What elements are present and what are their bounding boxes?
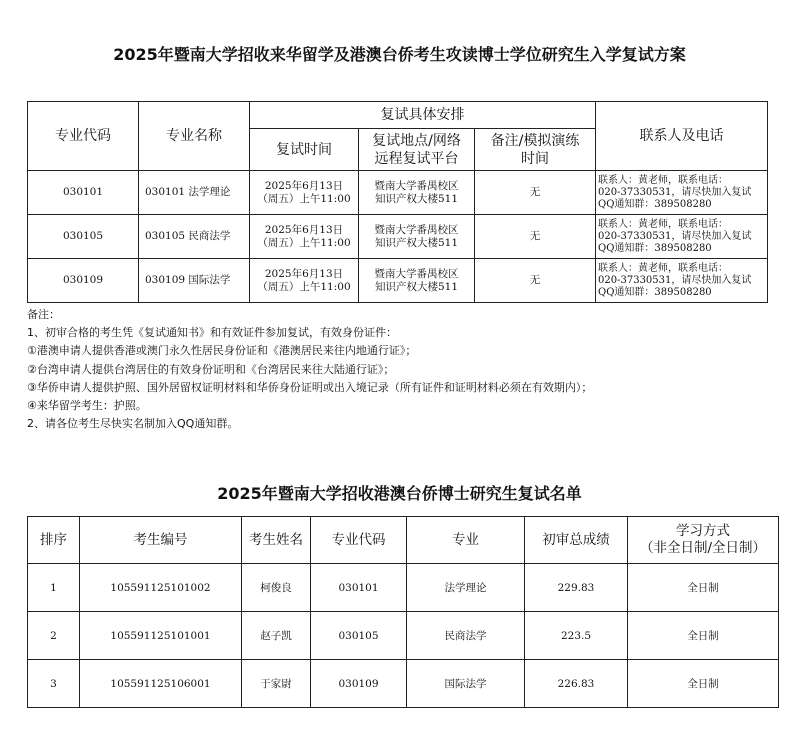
study-mode-cell: 全日制 <box>628 660 779 708</box>
time-date: 2025年6月13日 <box>264 179 344 192</box>
rank-cell: 2 <box>28 612 80 660</box>
major-code-cell: 030109 <box>28 259 139 303</box>
candidate-id-cell: 105591125106001 <box>80 660 242 708</box>
header-location <box>359 129 475 171</box>
header-candidate-id: 考生编号 <box>80 517 242 564</box>
interview-time-cell <box>250 259 359 303</box>
note-item: 1、初审合格的考生凭《复试通知书》和有效证件参加复试，有效身份证件： <box>27 326 397 340</box>
major-code-cell: 030105 <box>311 612 407 660</box>
header-arrangement: 复试具体安排 <box>250 102 596 129</box>
table-row <box>28 171 768 215</box>
contact-line3: QQ通知群：389508280 <box>598 198 712 210</box>
header-study-mode-line2: （非全日制/全日制） <box>639 540 767 556</box>
note-item: ③华侨申请人提供护照、国外居留权证明材料和华侨身份证明或出入境记录（所有证件和证明材料必须在有效期内）； <box>27 380 593 394</box>
location-room: 知识产权大楼511 <box>374 236 459 249</box>
rank-cell: 1 <box>28 564 80 612</box>
score-cell: 229.83 <box>525 564 628 612</box>
candidate-id-cell: 105591125101001 <box>80 612 242 660</box>
location-campus: 暨南大学番禺校区 <box>374 223 459 236</box>
major-cell: 法学理论 <box>407 564 525 612</box>
contact-cell <box>596 171 768 215</box>
contact-line3: QQ通知群：389508280 <box>598 242 712 254</box>
score-cell: 226.83 <box>525 660 628 708</box>
contact-line2: 020-37330531，请尽快加入复试 <box>598 274 752 286</box>
rank-cell: 3 <box>28 660 80 708</box>
location-room: 知识产权大楼511 <box>374 192 459 205</box>
header-remarks-line2: 时间 <box>521 150 549 167</box>
interview-time-cell <box>250 171 359 215</box>
header-major-name: 专业名称 <box>139 102 250 171</box>
location-campus: 暨南大学番禺校区 <box>374 179 459 192</box>
header-location-line1: 复试地点/网络 <box>372 132 461 149</box>
notes-section <box>27 306 787 433</box>
study-mode-cell: 全日制 <box>628 564 779 612</box>
roster-title: 2025年暨南大学招收港澳台侨博士研究生复试名单 <box>217 484 582 503</box>
time-hour: （周五）上午11:00 <box>257 192 351 205</box>
candidate-name-cell: 赵子凯 <box>242 612 311 660</box>
major-name-cell: 030109 国际法学 <box>139 259 250 303</box>
contact-cell <box>596 215 768 259</box>
header-major-code: 专业代码 <box>311 517 407 564</box>
location-cell <box>359 171 475 215</box>
contact-line2: 020-37330531，请尽快加入复试 <box>598 186 752 198</box>
remarks-cell: 无 <box>475 215 596 259</box>
contact-line1: 联系人：黄老师，联系电话： <box>598 174 729 186</box>
note-item: 2、请各位考生尽快实名制加入QQ通知群。 <box>27 417 239 431</box>
time-hour: （周五）上午11:00 <box>257 236 351 249</box>
header-score: 初审总成绩 <box>525 517 628 564</box>
major-code-cell: 030101 <box>28 171 139 215</box>
header-location-line2: 远程复试平台 <box>374 150 459 167</box>
note-item: ①港澳申请人提供香港或澳门永久性居民身份证和《港澳居民来往内地通行证》； <box>27 344 417 358</box>
contact-line1: 联系人：黄老师，联系电话： <box>598 262 729 274</box>
table-row <box>28 564 779 612</box>
remarks-cell: 无 <box>475 259 596 303</box>
location-campus: 暨南大学番禺校区 <box>374 267 459 280</box>
major-name-cell: 030101 法学理论 <box>139 171 250 215</box>
location-cell <box>359 215 475 259</box>
document-title: 2025年暨南大学招收来华留学及港澳台侨考生攻读博士学位研究生入学复试方案 <box>113 45 686 64</box>
major-cell: 国际法学 <box>407 660 525 708</box>
candidate-name-cell: 柯俊良 <box>242 564 311 612</box>
major-code-cell: 030101 <box>311 564 407 612</box>
header-major: 专业 <box>407 517 525 564</box>
table-row <box>28 660 779 708</box>
study-mode-cell: 全日制 <box>628 612 779 660</box>
major-code-cell: 030109 <box>311 660 407 708</box>
header-rank: 排序 <box>28 517 80 564</box>
remarks-cell: 无 <box>475 171 596 215</box>
major-code-cell: 030105 <box>28 215 139 259</box>
table-row <box>28 215 768 259</box>
notes-heading: 备注： <box>27 308 60 321</box>
header-contact: 联系人及电话 <box>596 102 768 171</box>
interview-time-cell <box>250 215 359 259</box>
header-major-code: 专业代码 <box>28 102 139 171</box>
contact-cell <box>596 259 768 303</box>
table-row <box>28 259 768 303</box>
contact-line1: 联系人：黄老师，联系电话： <box>598 218 729 230</box>
table-row <box>28 612 779 660</box>
header-interview-time: 复试时间 <box>250 129 359 171</box>
contact-line2: 020-37330531，请尽快加入复试 <box>598 230 752 242</box>
note-item: ②台湾申请人提供台湾居住的有效身份证明和《台湾居民来往大陆通行证》； <box>27 362 395 376</box>
header-remarks <box>475 129 596 171</box>
candidate-roster-table <box>27 516 779 708</box>
header-study-mode <box>628 517 779 564</box>
header-study-mode-line1: 学习方式 <box>676 523 730 539</box>
score-cell: 223.5 <box>525 612 628 660</box>
candidate-id-cell: 105591125101002 <box>80 564 242 612</box>
interview-plan-table <box>27 101 768 303</box>
time-hour: （周五）上午11:00 <box>257 280 351 293</box>
note-item: ④来华留学考生：护照。 <box>27 399 147 413</box>
major-cell: 民商法学 <box>407 612 525 660</box>
header-remarks-line1: 备注/模拟演练 <box>490 132 580 149</box>
contact-line3: QQ通知群：389508280 <box>598 286 712 298</box>
time-date: 2025年6月13日 <box>264 223 344 236</box>
time-date: 2025年6月13日 <box>264 267 344 280</box>
candidate-name-cell: 于家尉 <box>242 660 311 708</box>
location-room: 知识产权大楼511 <box>374 280 459 293</box>
header-candidate-name: 考生姓名 <box>242 517 311 564</box>
major-name-cell: 030105 民商法学 <box>139 215 250 259</box>
location-cell <box>359 259 475 303</box>
